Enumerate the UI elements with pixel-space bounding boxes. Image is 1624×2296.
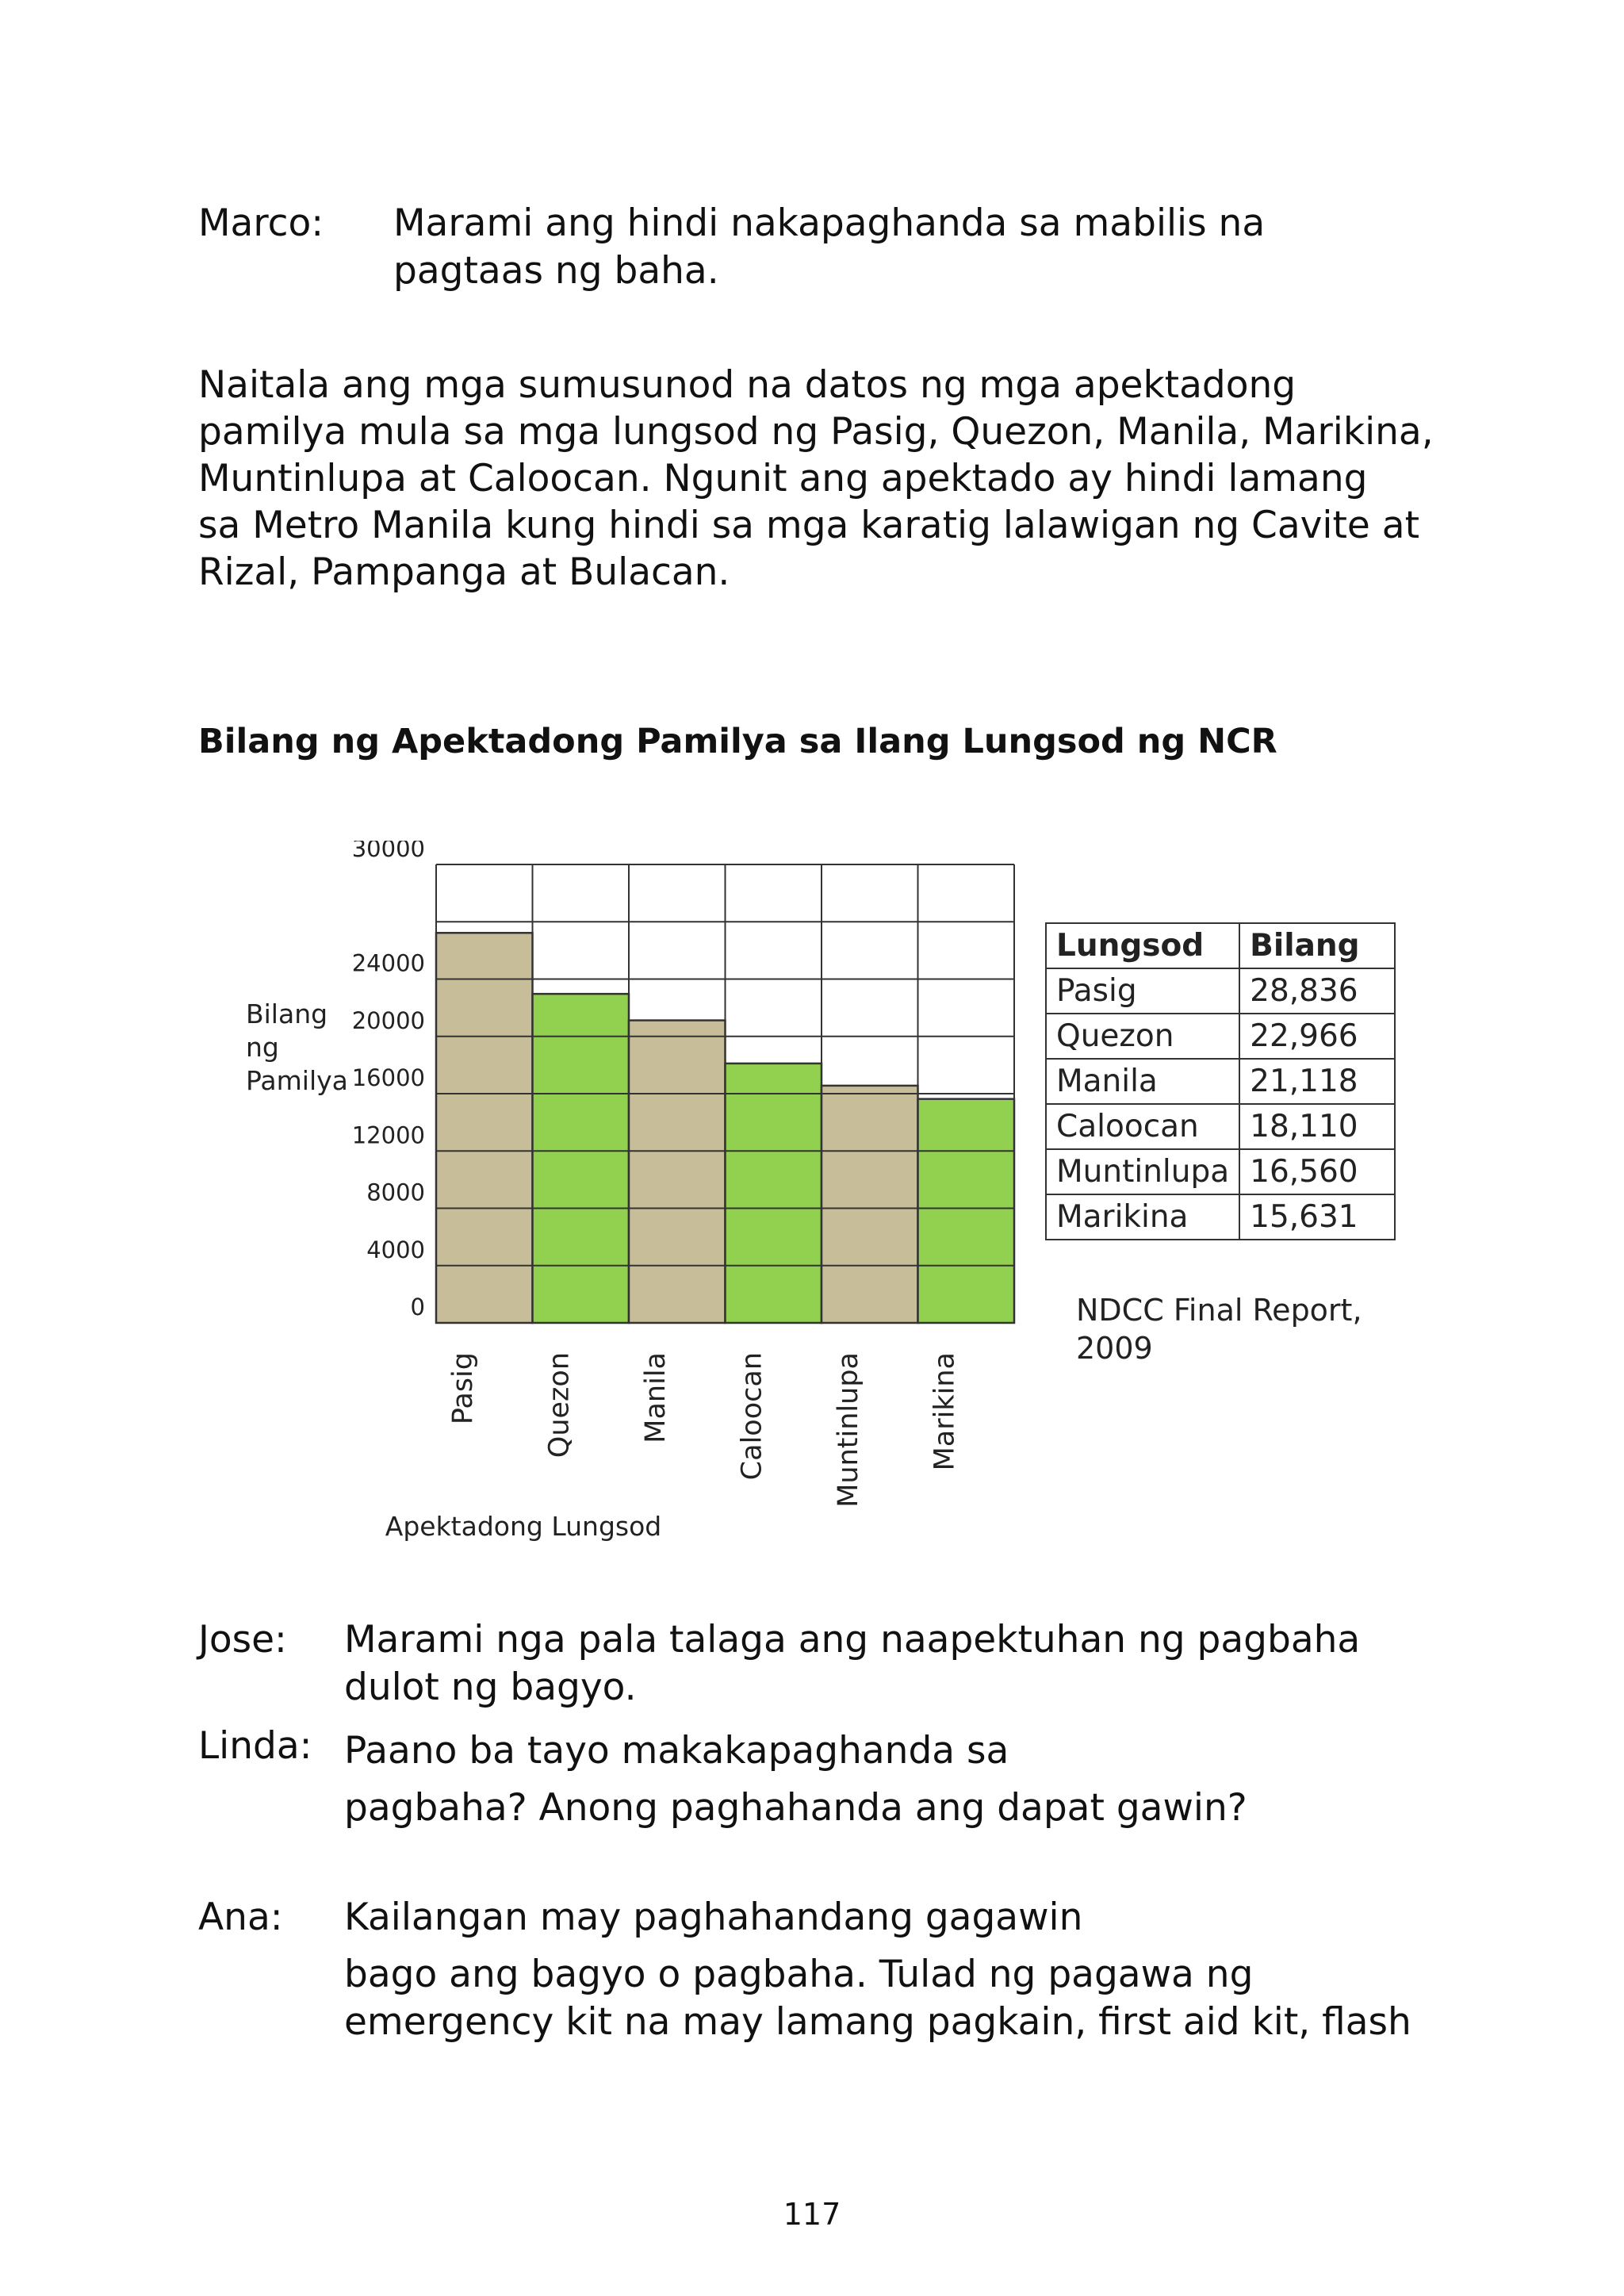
speech-line: emergency kit na may lamang pagkain, first aid kit, flash bbox=[344, 2000, 1411, 2044]
y-axis-label-line: ng bbox=[246, 1032, 279, 1063]
table-row bbox=[1046, 1149, 1395, 1194]
table-cell: 18,110 bbox=[1239, 1104, 1395, 1149]
speech-line: Paano ba tayo makakapaghanda sa bbox=[344, 1729, 1009, 1773]
speaker-jose: Jose: bbox=[198, 1618, 287, 1662]
table-cell: Quezon bbox=[1046, 1014, 1239, 1059]
paragraph-line: pamilya mula sa mga lungsod ng Pasig, Quezon, Manila, Marikina, bbox=[198, 410, 1434, 454]
speech-jose bbox=[344, 1616, 1360, 1711]
category-labels bbox=[447, 1352, 961, 1508]
y-axis-label-line: Bilang bbox=[246, 999, 328, 1029]
y-tick-label: 8000 bbox=[366, 1179, 425, 1206]
y-tick-labels bbox=[352, 841, 425, 1320]
table-cell: 16,560 bbox=[1239, 1149, 1395, 1194]
bar-caloocan bbox=[726, 1064, 822, 1323]
category-label: Marikina bbox=[929, 1352, 961, 1471]
table-row bbox=[1046, 1014, 1395, 1059]
table-cell: Caloocan bbox=[1046, 1104, 1239, 1149]
paragraph-line: sa Metro Manila kung hindi sa mga karatig lalawigan ng Cavite at bbox=[198, 504, 1420, 547]
speech-line: Kailangan may paghahandang gagawin bbox=[344, 1895, 1083, 1939]
category-label: Manila bbox=[640, 1352, 672, 1443]
bar-muntinlupa bbox=[822, 1086, 918, 1323]
table-header: Bilang bbox=[1239, 923, 1395, 968]
y-tick-label: 4000 bbox=[366, 1236, 425, 1263]
table-header-row bbox=[1046, 923, 1395, 968]
paragraph-line: Naitala ang mga sumusunod na datos ng mga apektadong bbox=[198, 363, 1297, 407]
table-cell: 22,966 bbox=[1239, 1014, 1395, 1059]
table-cell: 28,836 bbox=[1239, 968, 1395, 1014]
table-cell: 15,631 bbox=[1239, 1194, 1395, 1240]
speaker-ana: Ana: bbox=[198, 1895, 283, 1939]
table-cell: 21,118 bbox=[1239, 1059, 1395, 1104]
y-tick-label: 24000 bbox=[351, 949, 425, 977]
table-cell: Muntinlupa bbox=[1046, 1149, 1239, 1194]
speech-line: pagbaha? Anong paghahanda ang dapat gawin? bbox=[344, 1786, 1247, 1830]
speech-ana bbox=[344, 1894, 1411, 2046]
table-cell: Pasig bbox=[1046, 968, 1239, 1014]
category-label: Caloocan bbox=[736, 1352, 768, 1481]
source-line: 2009 bbox=[1076, 1331, 1153, 1366]
speech-line: dulot ng bagyo. bbox=[344, 1665, 637, 1709]
paragraph-line: Rizal, Pampanga at Bulacan. bbox=[198, 550, 730, 594]
paragraph-line: Muntinlupa at Caloocan. Ngunit ang apektado ay hindi lamang bbox=[198, 457, 1368, 500]
speech-line: pagtaas ng baha. bbox=[393, 249, 719, 293]
intro-paragraph bbox=[198, 362, 1483, 596]
source-line: NDCC Final Report, bbox=[1076, 1293, 1362, 1328]
bar-manila bbox=[629, 1021, 726, 1323]
table-cell: Marikina bbox=[1046, 1194, 1239, 1240]
table-row bbox=[1046, 1059, 1395, 1104]
speech-linda bbox=[344, 1723, 1247, 1837]
bar-pasig bbox=[436, 933, 533, 1323]
y-tick-label: 16000 bbox=[351, 1064, 425, 1091]
bar-quezon bbox=[533, 994, 630, 1323]
bar-chart bbox=[230, 841, 1023, 1554]
source-note bbox=[1076, 1291, 1362, 1367]
y-axis-label-line: Pamilya bbox=[246, 1065, 348, 1096]
table-row bbox=[1046, 1194, 1395, 1240]
table-cell: Manila bbox=[1046, 1059, 1239, 1104]
speech-line: Marami ang hindi nakapaghanda sa mabilis na bbox=[393, 201, 1266, 245]
category-label: Muntinlupa bbox=[833, 1352, 864, 1508]
speaker-linda: Linda: bbox=[198, 1724, 312, 1768]
data-table bbox=[1045, 922, 1396, 1240]
category-label: Quezon bbox=[543, 1352, 576, 1458]
table-row bbox=[1046, 1104, 1395, 1149]
speaker-marco: Marco: bbox=[198, 201, 324, 245]
speech-marco bbox=[393, 200, 1265, 295]
table-row bbox=[1046, 968, 1395, 1014]
speech-line: Marami nga pala talaga ang naapektuhan ng pagbaha bbox=[344, 1618, 1361, 1662]
chart-heading: Bilang ng Apektadong Pamilya sa Ilang Lungsod ng NCR bbox=[198, 722, 1277, 761]
page-number: 117 bbox=[783, 2197, 841, 2232]
bar-marikina bbox=[918, 1099, 1015, 1323]
category-label: Pasig bbox=[447, 1352, 479, 1425]
x-axis-label: Apektadong Lungsod bbox=[385, 1511, 662, 1542]
y-tick-label: 0 bbox=[410, 1294, 425, 1320]
y-tick-label: 20000 bbox=[351, 1006, 425, 1034]
speech-line: bago ang bagyo o pagbaha. Tulad ng pagawa ng bbox=[344, 1953, 1254, 1996]
table-header: Lungsod bbox=[1046, 923, 1239, 968]
y-tick-label: 30000 bbox=[351, 841, 425, 862]
y-tick-label: 12000 bbox=[351, 1121, 425, 1149]
